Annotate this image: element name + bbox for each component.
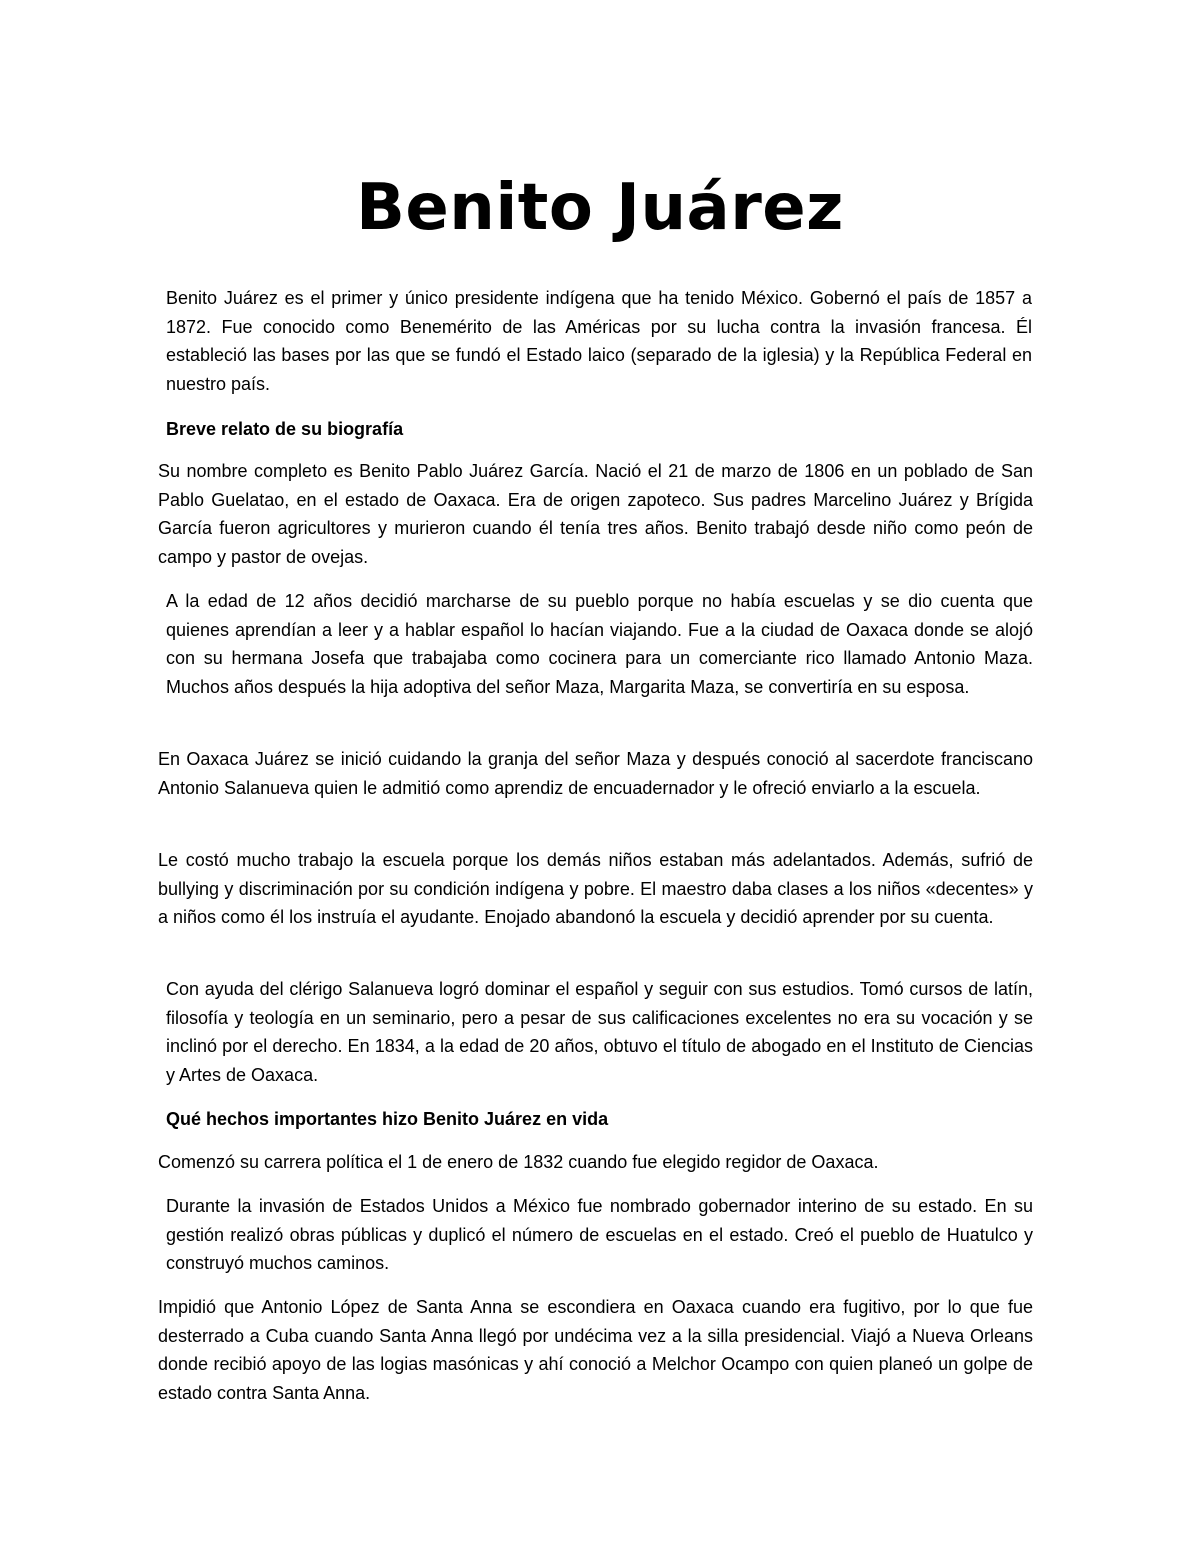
biography-paragraph-4: Le costó mucho trabajo la escuela porque los demás niños estaban más adelantados. Además, sufrió de bullying y discriminación por su condición indígena y pobre. El maestro daba clases a los niños «decentes» y a niños como él los instruía el ayudante. Enojado abandonó la escuela y decidió aprender por su cuenta. [158, 850, 1033, 928]
biography-paragraph-5: Con ayuda del clérigo Salanueva logró dominar el español y seguir con sus estudios. Tomó cursos de latín, filosofía y teología en un seminario, pero a pesar de sus calificaciones excelentes no era su vocación y se inclinó por el derecho. En 1834, a la edad de 20 años, obtuvo el título de abogado en el Instituto de Ciencias y Artes de Oaxaca. [166, 979, 1033, 1085]
biography-paragraph-1: Su nombre completo es Benito Pablo Juárez García. Nació el 21 de marzo de 1806 en un poblado de San Pablo Guelatao, en el estado de Oaxaca. Era de origen zapoteco. Sus padres Marcelino Juárez y Brígida García fueron agricultores y murieron cuando él tenía tres años. Benito trabajó desde niño como peón de campo y pastor de ovejas. [158, 461, 1033, 567]
biography-paragraph-3: En Oaxaca Juárez se inició cuidando la granja del señor Maza y después conoció al sacerdote franciscano Antonio Salanueva quien le admitió como aprendiz de encuadernador y le ofreció enviarlo a la escuela. [158, 749, 1033, 798]
section-heading-biography: Breve relato de su biografía [166, 419, 404, 439]
biography-paragraph-2: A la edad de 12 años decidió marcharse de su pueblo porque no había escuelas y se dio cuenta que quienes aprendían a leer y a hablar español lo hacían viajando. Fue a la ciudad de Oaxaca donde se alojó con su hermana Josefa que trabajaba como cocinera para un comerciante rico llamado Antonio Maza. Muchos años después la hija adoptiva del señor Maza, Margarita Maza, se convertiría en su esposa. [166, 591, 1033, 697]
deeds-paragraph-1: Comenzó su carrera política el 1 de enero de 1832 cuando fue elegido regidor de Oaxaca. [158, 1152, 879, 1172]
document-title: Benito Juárez [356, 171, 844, 245]
intro-paragraph: Benito Juárez es el primer y único presidente indígena que ha tenido México. Gobernó el país de 1857 a 1872. Fue conocido como Benemérito de las Américas por su lucha contra la invasión francesa. Él estableció las bases por las que se fundó el Estado laico (separado de la iglesia) y la República Federal en nuestro país. [166, 288, 1032, 394]
deeds-paragraph-2: Durante la invasión de Estados Unidos a México fue nombrado gobernador interino de su estado. En su gestión realizó obras públicas y duplicó el número de escuelas en el estado. Creó el pueblo de Huatulco y construyó muchos caminos. [166, 1196, 1033, 1274]
deeds-paragraph-3: Impidió que Antonio López de Santa Anna se escondiera en Oaxaca cuando era fugitivo, por lo que fue desterrado a Cuba cuando Santa Anna llegó por undécima vez a la silla presidencial. Viajó a Nueva Orleans donde recibió apoyo de las logias masónicas y ahí conoció a Melchor Ocampo con quien planeó un golpe de estado contra Santa Anna. [158, 1297, 1033, 1403]
section-heading-deeds: Qué hechos importantes hizo Benito Juárez en vida [166, 1109, 609, 1129]
